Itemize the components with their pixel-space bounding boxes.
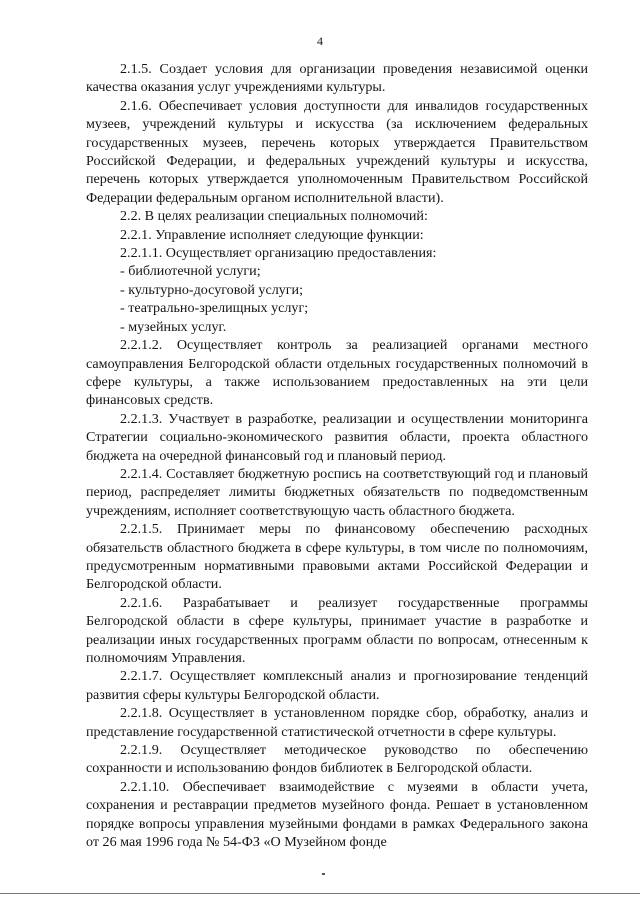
paragraph-2-2: 2.2. В целях реализации специальных полномочий: bbox=[120, 208, 428, 225]
document-body bbox=[86, 60, 588, 851]
list-item-theatre-services: - театрально-зрелищных услуг; bbox=[120, 300, 309, 317]
list-item-library-service: - библиотечной услуги; bbox=[120, 263, 261, 280]
paragraph-2-2-1-6: 2.2.1.6. Разрабатывает и реализует государственные программы Белгородской области в сфере культуры, принимает участие в разработке и реализации иных государственных программ области по вопросам, отнесенным к полномочиям Управления. bbox=[86, 594, 588, 666]
paragraph-2-2-1-9: 2.2.1.9. Осуществляет методическое руководство по обеспечению сохранности и использованию фондов библиотек в Белгородской области. bbox=[86, 742, 588, 777]
list-item-museum-services: - музейных услуг. bbox=[120, 318, 227, 335]
paragraph-2-2-1-4: 2.2.1.4. Составляет бюджетную роспись на соответствующий год и плановый период, распределяет лимиты бюджетных обязательств по подведомственным учреждениям, исполняет соответствующую часть областного бюджета. bbox=[86, 465, 588, 519]
page-number: 4 bbox=[317, 34, 323, 48]
paragraph-2-2-1-8: 2.2.1.8. Осуществляет в установленном порядке сбор, обработку, анализ и представление государственной статистической отчетности в сфере культуры. bbox=[86, 705, 588, 740]
paragraph-2-2-1-5: 2.2.1.5. Принимает меры по финансовому обеспечению расходных обязательств областного бюджета в сфере культуры, в том числе по полномочиям, предусмотренным нормативными правовыми актами Российской Федерации и Белгородской области. bbox=[86, 521, 588, 593]
paragraph-2-2-1-3: 2.2.1.3. Участвует в разработке, реализации и осуществлении мониторинга Стратегии социально-экономического развития области, проекта областного бюджета на очередной финансовый год и плановый период. bbox=[86, 410, 588, 464]
page-bottom-edge bbox=[0, 893, 640, 894]
paragraph-2-1-6: 2.1.6. Обеспечивает условия доступности для инвалидов государственных музеев, учреждений культуры и искусства (за исключением федеральных государственных музеев, перечень которых утверждается Правительством Российской Федерации, и федеральных учреждений культуры и искусства, перечень которых утверждается уполномоченным Правительством Российской Федерации федеральным органом исполнительной власти). bbox=[86, 97, 588, 206]
paragraph-2-1-5: 2.1.5. Создает условия для организации проведения независимой оценки качества оказания услуг учреждениями культуры. bbox=[86, 61, 588, 96]
paragraph-2-2-1: 2.2.1. Управление исполняет следующие функции: bbox=[120, 226, 424, 243]
scan-artifact-dot bbox=[322, 873, 325, 875]
paragraph-2-2-1-7: 2.2.1.7. Осуществляет комплексный анализ и прогнозирование тенденций развития сферы культуры Белгородской области. bbox=[86, 668, 588, 703]
list-item-cultural-leisure-service: - культурно-досуговой услуги; bbox=[120, 281, 304, 298]
paragraph-2-2-1-2: 2.2.1.2. Осуществляет контроль за реализацией органами местного самоуправления Белгородской области отдельных государственных полномочий в сфере культуры, а также использованием предоставленных на эти цели финансовых средств. bbox=[86, 337, 588, 409]
paragraph-2-2-1-1: 2.2.1.1. Осуществляет организацию предоставления: bbox=[120, 245, 437, 262]
paragraph-2-2-1-10: 2.2.1.10. Обеспечивает взаимодействие с музеями в области учета, сохранения и реставрации предметов музейного фонда. Решает в установленном порядке вопросы управления музейными фондами в рамках Федерального закона от 26 мая 1996 года № 54-ФЗ «О Музейном фонде bbox=[86, 778, 588, 851]
